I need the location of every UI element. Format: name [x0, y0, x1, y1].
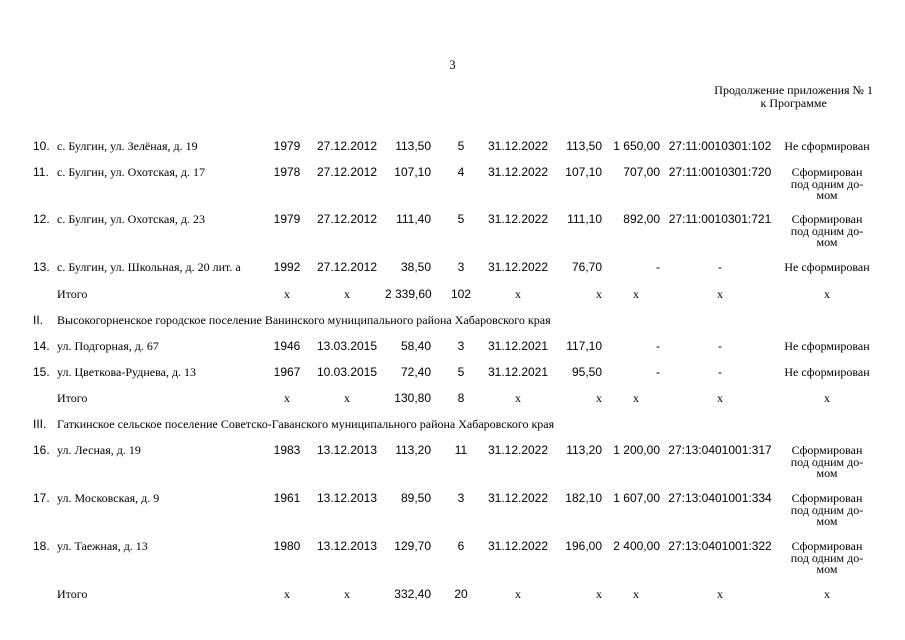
row-number: 16.	[33, 443, 50, 457]
land-status-line: Сформирован	[791, 443, 863, 457]
land-status-line: мом	[816, 234, 838, 249]
cost: -	[656, 365, 660, 379]
recognition-date: 13.12.2013	[316, 539, 378, 553]
land-status-line: под одним до-	[790, 455, 864, 469]
residents-count: 5	[457, 139, 465, 153]
row-number: 18.	[33, 539, 50, 553]
recognition-date: 10.03.2015	[316, 365, 378, 379]
row-number: 11.	[33, 165, 49, 179]
total-count: 20	[454, 587, 468, 601]
plot-area: 113,50	[566, 139, 602, 153]
address: с. Булгин, ул. Охотская, д. 17	[57, 165, 205, 179]
row-number: 17.	[33, 491, 50, 505]
total-area: 332,40	[394, 587, 431, 601]
table-row	[0, 212, 905, 249]
total-cadastral: х	[717, 587, 723, 601]
recognition-date: 27.12.2012	[316, 260, 378, 274]
residents-count: 3	[457, 339, 465, 353]
land-status	[778, 443, 876, 478]
cost: 1 607,00	[613, 491, 660, 505]
deadline-date: 31.12.2022	[487, 443, 549, 457]
total-area: 2 339,60	[385, 287, 432, 301]
area: 38,50	[400, 260, 431, 274]
land-status	[778, 339, 876, 353]
plot-area: 95,50	[571, 365, 602, 379]
deadline-date: 31.12.2021	[487, 339, 549, 353]
total-count: 102	[450, 287, 472, 301]
cost: 892,00	[623, 212, 660, 226]
total-deadline: х	[515, 391, 521, 405]
total-row	[0, 391, 905, 405]
total-cadastral: х	[717, 287, 723, 301]
address: с. Булгин, ул. Охотская, д. 23	[57, 212, 205, 226]
deadline-date: 31.12.2022	[487, 539, 549, 553]
recognition-date: 13.12.2013	[316, 491, 378, 505]
year-built: 1979	[273, 212, 301, 226]
year-built: 1946	[273, 339, 301, 353]
section-number: II.	[33, 313, 44, 327]
deadline-date: 31.12.2022	[487, 139, 549, 153]
land-status-line: под одним до-	[790, 503, 864, 517]
table-row	[0, 443, 905, 480]
recognition-date: 13.03.2015	[316, 339, 378, 353]
total-cost: х	[633, 391, 639, 405]
land-status	[778, 139, 876, 153]
area: 72,40	[400, 365, 431, 379]
year-built: 1967	[273, 365, 301, 379]
year-built: 1979	[273, 139, 301, 153]
cadastral-number: -	[718, 365, 722, 379]
cadastral-number: 27:11:0010301:720	[668, 165, 772, 179]
cost: -	[656, 339, 660, 353]
land-status-line: Сформирован	[791, 165, 863, 179]
total-row	[0, 287, 905, 301]
land-status-line: мом	[816, 561, 838, 576]
year-built: 1961	[273, 491, 301, 505]
deadline-date: 31.12.2022	[487, 212, 549, 226]
address: ул. Таежная, д. 13	[57, 539, 148, 553]
residents-count: 6	[457, 539, 465, 553]
land-status	[778, 260, 876, 274]
plot-area: 111,10	[567, 212, 602, 226]
land-status	[778, 212, 876, 247]
plot-area: 117,10	[566, 339, 602, 353]
land-status-line: под одним до-	[790, 551, 864, 565]
land-status-line: мом	[816, 187, 838, 202]
table-row	[0, 339, 905, 353]
year-built: 1978	[273, 165, 301, 179]
row-number: 15.	[33, 365, 50, 379]
appendix-line-1: Продолжение приложения № 1	[714, 83, 873, 97]
area: 89,50	[400, 491, 431, 505]
cadastral-number: 27:11:0010301:102	[668, 139, 772, 153]
residents-count: 3	[457, 260, 465, 274]
year-built: 1983	[273, 443, 301, 457]
total-deadline: х	[515, 287, 521, 301]
cadastral-number: -	[718, 260, 722, 274]
total-status: х	[824, 287, 830, 301]
row-number: 13.	[33, 260, 50, 274]
recognition-date: 13.12.2013	[316, 443, 378, 457]
total-area2: х	[596, 587, 602, 601]
total-label: Итого	[57, 587, 88, 601]
appendix-line-2: к Программе	[760, 96, 827, 110]
total-label: Итого	[57, 287, 88, 301]
address: ул. Подгорная, д. 67	[57, 339, 159, 353]
total-year: х	[284, 287, 290, 301]
land-status	[778, 491, 876, 526]
address: с. Булгин, ул. Зелёная, д. 19	[57, 139, 198, 153]
deadline-date: 31.12.2022	[487, 491, 549, 505]
cost: 1 650,00	[613, 139, 660, 153]
cadastral-number: 27:13:0401001:322	[668, 539, 772, 553]
area: 107,10	[394, 165, 431, 179]
land-status-line: Не сформирован	[784, 139, 870, 153]
residents-count: 5	[457, 212, 465, 226]
cost: -	[656, 260, 660, 274]
row-number: 14.	[33, 339, 50, 353]
cost: 1 200,00	[613, 443, 660, 457]
land-status-line: Сформирован	[791, 539, 863, 553]
deadline-date: 31.12.2022	[487, 165, 549, 179]
total-cost: х	[633, 587, 639, 601]
year-built: 1980	[273, 539, 301, 553]
cadastral-number: 27:13:0401001:317	[668, 443, 772, 457]
section-title: Высокогорненское городское поселение Ванинского муниципального района Хабаровского края	[57, 313, 551, 327]
land-status-line: под одним до-	[790, 177, 864, 191]
total-area: 130,80	[394, 391, 431, 405]
plot-area: 107,10	[565, 165, 602, 179]
deadline-date: 31.12.2021	[487, 365, 549, 379]
section-header	[0, 313, 905, 327]
total-count: 8	[457, 391, 465, 405]
section-number: III.	[33, 417, 47, 431]
page-number: 3	[449, 58, 456, 72]
cadastral-number: 27:13:0401001:334	[668, 491, 772, 505]
total-year: х	[284, 587, 290, 601]
land-status-line: Не сформирован	[784, 339, 870, 353]
total-status: х	[824, 391, 830, 405]
land-status-line: мом	[816, 513, 838, 528]
land-status	[778, 165, 876, 200]
plot-area: 182,10	[565, 491, 602, 505]
total-deadline: х	[515, 587, 521, 601]
land-status-line: мом	[816, 465, 838, 480]
recognition-date: 27.12.2012	[316, 165, 378, 179]
year-built: 1992	[273, 260, 301, 274]
table-row	[0, 365, 905, 379]
plot-area: 196,00	[565, 539, 602, 553]
table-row	[0, 491, 905, 528]
section-title: Гаткинское сельское поселение Советско-Гаванского муниципального района Хабаровского края	[57, 417, 555, 431]
address: ул. Лесная, д. 19	[57, 443, 141, 457]
total-year: х	[284, 391, 290, 405]
residents-count: 4	[457, 165, 465, 179]
address: ул. Цветкова-Руднева, д. 13	[57, 365, 197, 379]
total-cadastral: х	[717, 391, 723, 405]
recognition-date: 27.12.2012	[316, 212, 378, 226]
deadline-date: 31.12.2022	[487, 260, 549, 274]
row-number: 10.	[33, 139, 50, 153]
total-date: х	[344, 587, 350, 601]
table-row	[0, 165, 905, 202]
total-area2: х	[596, 391, 602, 405]
recognition-date: 27.12.2012	[316, 139, 378, 153]
land-status-line: под одним до-	[790, 224, 864, 238]
total-status: х	[824, 587, 830, 601]
address: ул. Московская, д. 9	[57, 491, 160, 505]
land-status-line: Не сформирован	[784, 365, 870, 379]
cost: 707,00	[623, 165, 660, 179]
land-status-line: Не сформирован	[784, 260, 870, 274]
area: 113,50	[395, 139, 431, 153]
plot-area: 76,70	[571, 260, 602, 274]
residents-count: 11	[454, 443, 468, 457]
cadastral-number: -	[718, 339, 722, 353]
area: 113,20	[395, 443, 431, 457]
land-status-line: Сформирован	[791, 212, 863, 226]
total-area2: х	[596, 287, 602, 301]
land-status-line: Сформирован	[791, 491, 863, 505]
total-row	[0, 587, 905, 601]
area: 111,40	[396, 212, 431, 226]
cost: 2 400,00	[613, 539, 660, 553]
address: с. Булгин, ул. Школьная, д. 20 лит. а	[57, 260, 241, 274]
section-header	[0, 417, 905, 431]
total-cost: х	[633, 287, 639, 301]
residents-count: 3	[457, 491, 465, 505]
residents-count: 5	[457, 365, 465, 379]
total-date: х	[344, 287, 350, 301]
land-status	[778, 539, 876, 574]
cadastral-number: 27:11:0010301:721	[668, 212, 772, 226]
total-date: х	[344, 391, 350, 405]
row-number: 12.	[33, 212, 50, 226]
land-status	[778, 365, 876, 379]
total-label: Итого	[57, 391, 88, 405]
plot-area: 113,20	[566, 443, 602, 457]
area: 129,70	[394, 539, 431, 553]
table-row	[0, 260, 905, 274]
table-row	[0, 139, 905, 153]
table-row	[0, 539, 905, 576]
area: 58,40	[400, 339, 431, 353]
